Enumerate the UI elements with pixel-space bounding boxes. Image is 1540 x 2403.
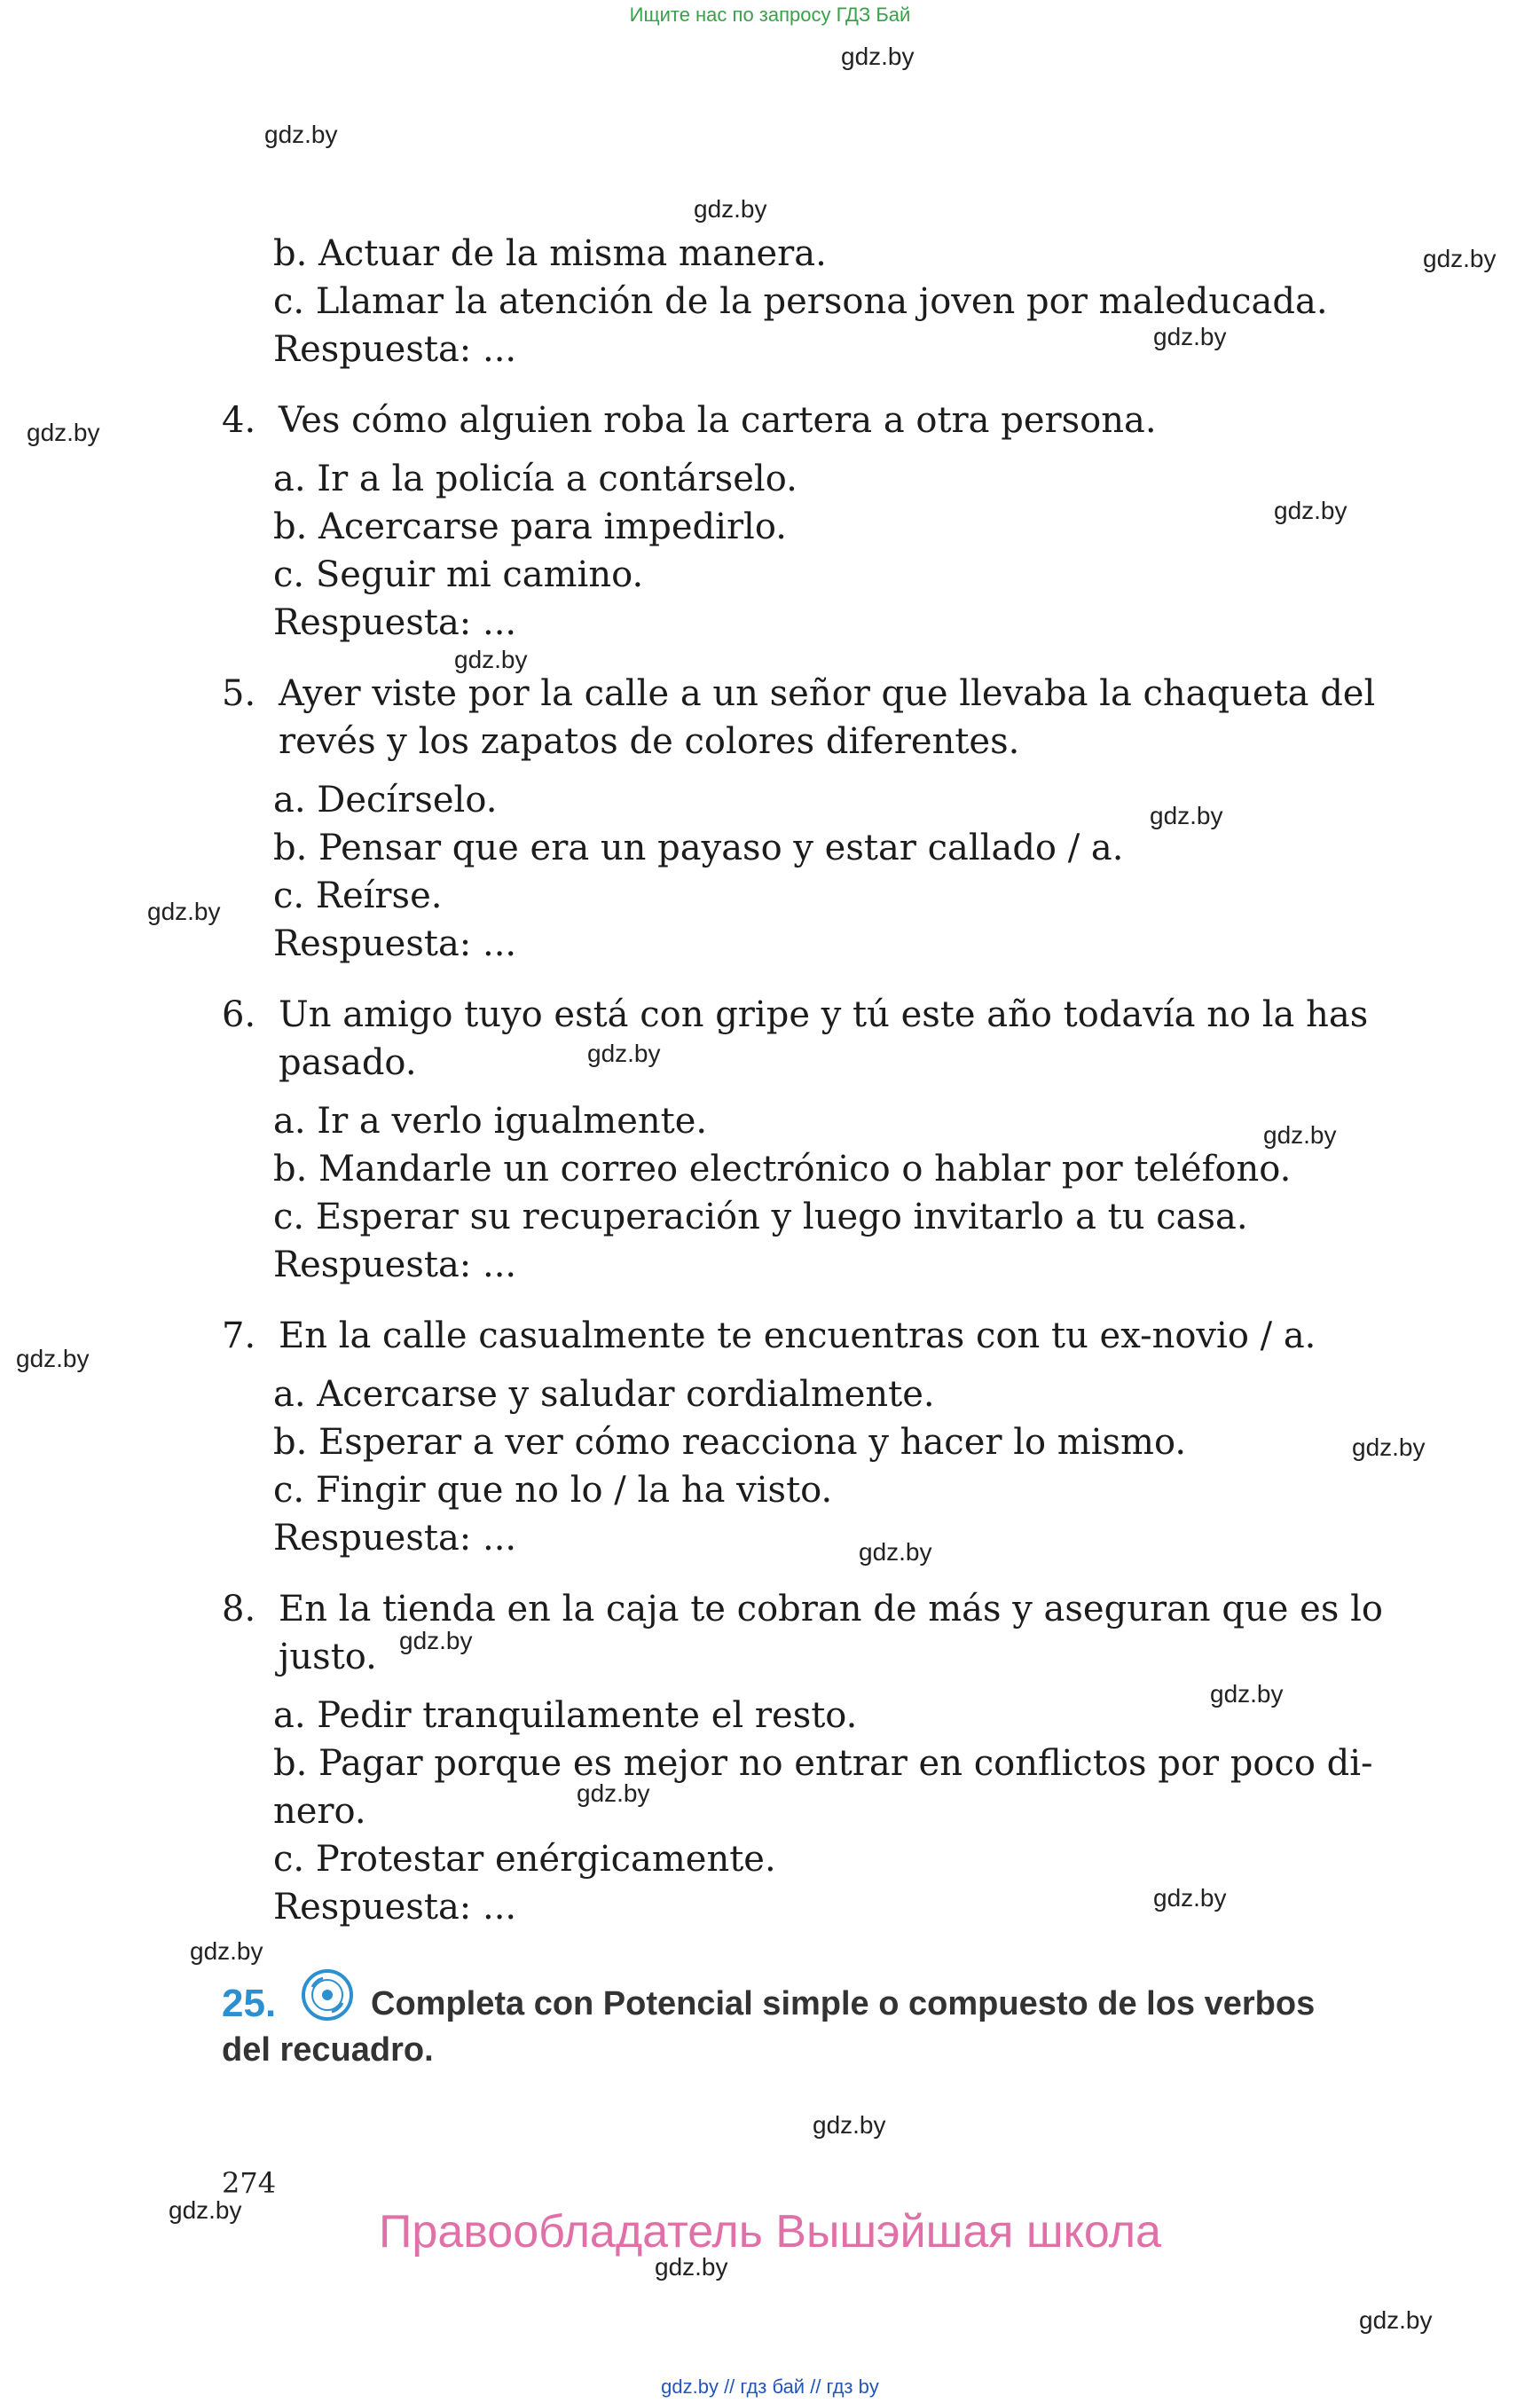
option-b-continued: nero. (273, 1791, 366, 1832)
exercise-instruction: del recuadro. (222, 2031, 434, 2069)
top-banner[interactable]: Ищите нас по запросу ГДЗ Бай (629, 4, 911, 26)
watermark: gdz.by (1274, 497, 1348, 524)
question-text: Ayer viste por la calle a un señor que llevaba la chaqueta del (279, 673, 1376, 714)
question-number: 4. (222, 400, 256, 441)
option-c: c. Protestar enérgicamente. (273, 1839, 776, 1880)
watermark: gdz.by (577, 1779, 650, 1807)
watermark: gdz.by (1153, 323, 1227, 350)
watermark: gdz.by (1153, 1884, 1227, 1912)
watermark: gdz.by (587, 1040, 661, 1067)
option-b: b. Pagar porque es mejor no entrar en conflictos por poco di- (273, 1743, 1373, 1784)
answer-placeholder: Respuesta: ... (273, 329, 517, 370)
answer-placeholder: Respuesta: ... (273, 1518, 517, 1559)
option-a: a. Ir a la policía a contárselo. (273, 459, 798, 499)
bottom-links[interactable]: gdz.by // гдз бай // гдз by (661, 2376, 879, 2398)
question-text: justo. (279, 1637, 377, 1677)
option-c: c. Reírse. (273, 876, 443, 916)
option-c: c. Llamar la atención de la persona joven por maleducada. (273, 281, 1328, 322)
option-b: b. Mandarle un correo electrónico o hablar por teléfono. (273, 1149, 1292, 1190)
question-number: 5. (222, 673, 256, 714)
watermark: gdz.by (147, 898, 221, 925)
answer-placeholder: Respuesta: ... (273, 923, 517, 964)
watermark: gdz.by (1359, 2306, 1433, 2334)
watermark: gdz.by (27, 419, 100, 446)
option-c: c. Fingir que no lo / la ha visto. (273, 1470, 833, 1511)
watermark: gdz.by (16, 1345, 90, 1372)
option-b: b. Pensar que era un payaso y estar callado / a. (273, 828, 1124, 868)
option-a: a. Acercarse y saludar cordialmente. (273, 1374, 935, 1415)
watermark: gdz.by (694, 195, 767, 223)
option-b: b. Esperar a ver cómo reacciona y hacer lo mismo. (273, 1422, 1187, 1463)
question-text: Un amigo tuyo está con gripe y tú este año todavía no la has (279, 994, 1369, 1035)
question-text: En la calle casualmente te encuentras con tu ex-novio / a. (279, 1315, 1316, 1356)
question-text: pasado. (279, 1042, 417, 1083)
watermark: gdz.by (1150, 802, 1223, 829)
question-number: 8. (222, 1589, 256, 1629)
watermark: gdz.by (655, 2253, 728, 2281)
option-b: b. Actuar de la misma manera. (273, 233, 827, 274)
answer-placeholder: Respuesta: ... (273, 602, 517, 643)
audio-disc-icon (300, 1967, 355, 2022)
copyright-notice: Правообладатель Вышэйшая школа (379, 2206, 1161, 2258)
question-text: revés y los zapatos de colores diferentes. (279, 721, 1020, 762)
watermark: gdz.by (841, 43, 915, 70)
question-text: Ves cómo alguien roba la cartera a otra persona. (279, 400, 1157, 441)
answer-placeholder: Respuesta: ... (273, 1887, 517, 1928)
exercise-number: 25. (222, 1982, 277, 2025)
option-b: b. Acercarse para impedirlo. (273, 507, 787, 547)
page-number: 274 (222, 2166, 277, 2200)
option-a: a. Pedir tranquilamente el resto. (273, 1695, 858, 1736)
watermark: gdz.by (813, 2111, 886, 2139)
question-number: 6. (222, 994, 256, 1035)
option-a: a. Ir a verlo igualmente. (273, 1101, 708, 1142)
watermark: gdz.by (859, 1538, 932, 1566)
watermark: gdz.by (1423, 245, 1497, 272)
option-c: c. Esperar su recuperación y luego invitarlo a tu casa. (273, 1197, 1248, 1237)
answer-placeholder: Respuesta: ... (273, 1245, 517, 1285)
option-c: c. Seguir mi camino. (273, 554, 644, 595)
watermark: gdz.by (1210, 1680, 1284, 1708)
watermark: gdz.by (169, 2196, 242, 2224)
watermark: gdz.by (1263, 1121, 1337, 1149)
watermark: gdz.by (190, 1937, 263, 1965)
watermark: gdz.by (454, 646, 528, 673)
question-text: En la tienda en la caja te cobran de más y aseguran que es lo (279, 1589, 1383, 1629)
option-a: a. Decírselo. (273, 780, 498, 821)
watermark: gdz.by (264, 121, 338, 148)
question-number: 7. (222, 1315, 256, 1356)
exercise-instruction: Completa con Potencial simple o compuesto de los verbos (371, 1985, 1316, 2022)
watermark: gdz.by (1352, 1433, 1426, 1461)
watermark: gdz.by (399, 1627, 473, 1654)
